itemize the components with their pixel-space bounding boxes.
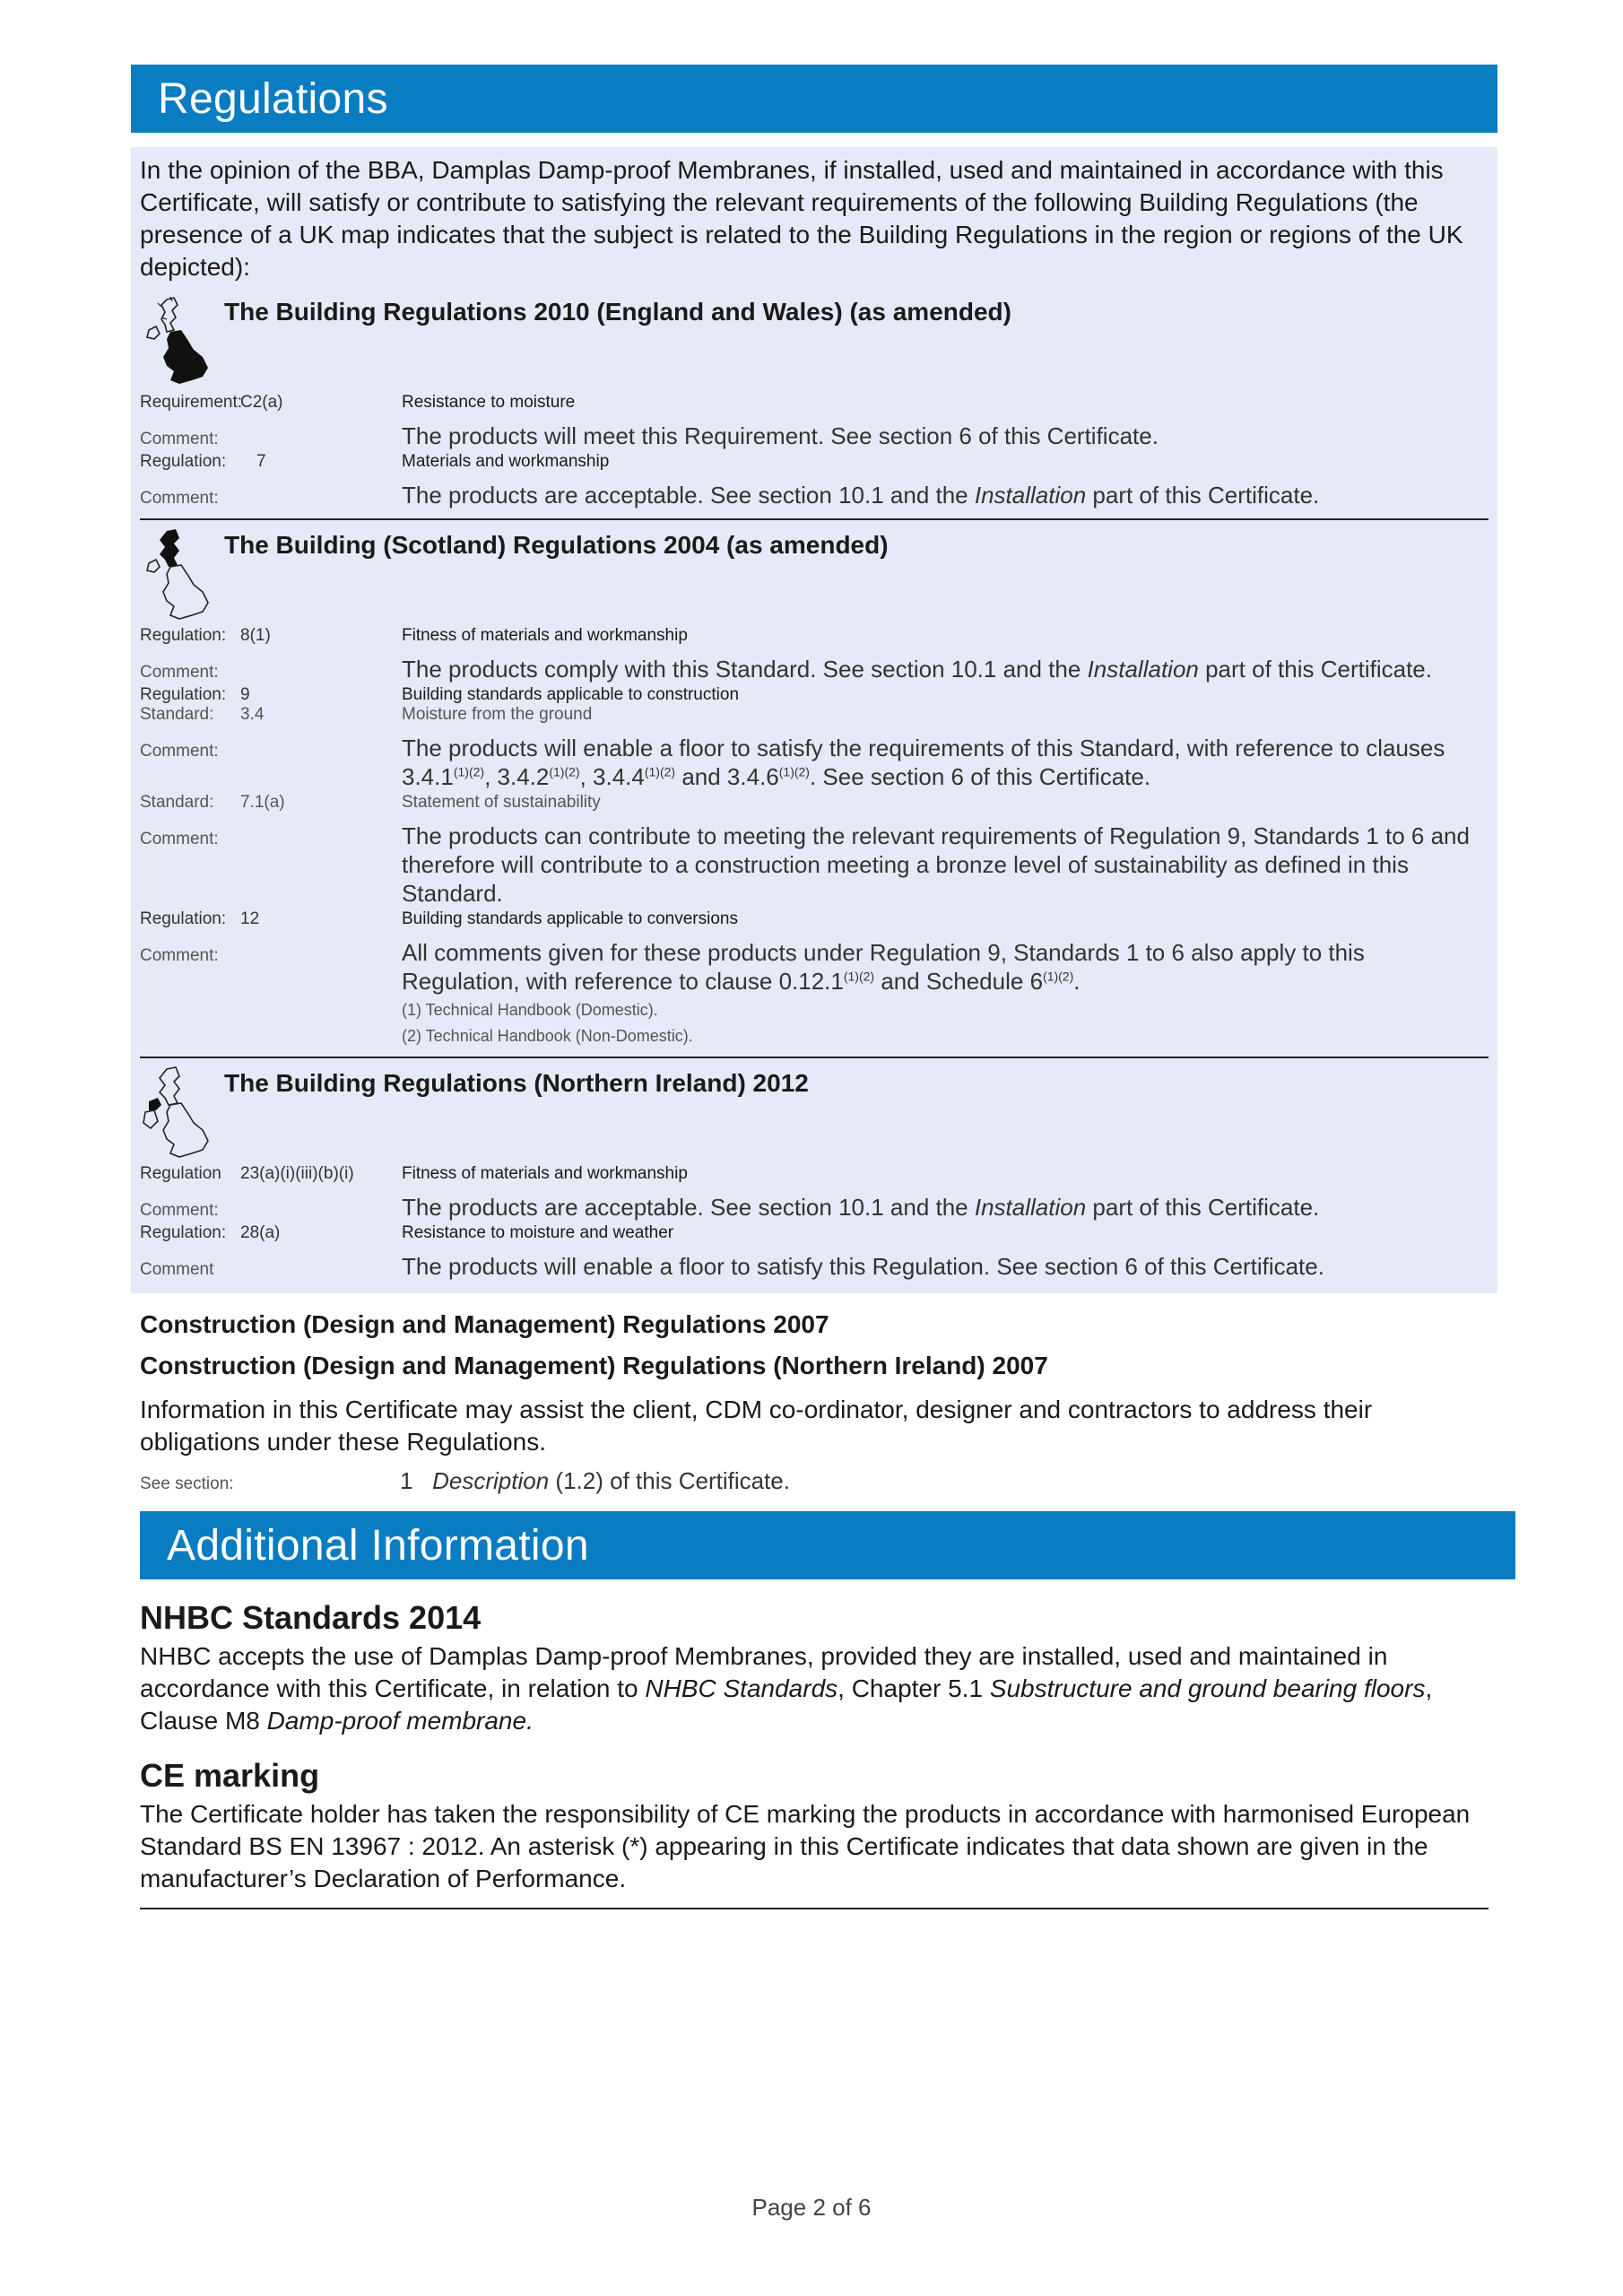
england-wales-title: The Building Regulations 2010 (England and Wales) (as amended) [224, 298, 1011, 326]
row-code: 7 [256, 452, 266, 471]
row-description: Statement of sustainability [402, 793, 601, 812]
regulations-banner: Regulations [131, 65, 1497, 133]
page-content [131, 65, 1497, 1909]
additional-information-banner: Additional Information [140, 1511, 1515, 1579]
row-description: Resistance to moisture [402, 393, 576, 412]
row-label: Comment: [140, 742, 219, 761]
page-number: Page 2 of 6 [751, 2194, 872, 2221]
comment-text: All comments given for these products under Regulation 9, Standards 1 to 6 also apply to this Regulation, with reference to clause $0.12.1^{(1)(2)}$ and Schedule $6^{(1)(2)}$. [402, 939, 1365, 995]
additional-information [131, 1599, 1488, 1909]
northern-ireland-title: The Building Regulations (Northern Ireland) 2012 [224, 1069, 809, 1097]
comment-text: The products are acceptable. See section 10.1 and the Installation part of this Certificate. [402, 482, 1320, 509]
regulations-box [131, 147, 1497, 1293]
comment-row [140, 655, 1488, 683]
row-label: Comment: [140, 1201, 219, 1220]
row-label: Regulation: [140, 909, 227, 928]
comment-row [140, 422, 1488, 450]
nhbc-heading: NHBC Standards 2014 [140, 1599, 482, 1636]
cdm-section [131, 1304, 1497, 1495]
divider [140, 1908, 1488, 1909]
cdm-heading-2: Construction (Design and Management) Regulations (Northern Ireland) 2007 [140, 1352, 1048, 1379]
regulations-intro: In the opinion of the BBA, Damplas Damp-proof Membranes, if installed, used and maintained in accordance with this Certificate, will satisfy or contribute to satisfying the relevant requirements of the following Building Regulations (the presence of a UK map indicates that the subject is related to the Building Regulations in the region or regions of the UK depicted): [140, 156, 1463, 281]
section-england-wales [140, 294, 1488, 520]
row-code: C2(a) [240, 393, 283, 412]
row-code: 7.1(a) [240, 793, 285, 812]
regulation-row [140, 1164, 1488, 1193]
footnote-1: (1) Technical Handbook (Domestic). [402, 1001, 658, 1019]
row-label: Comment: [140, 663, 219, 682]
comment-text: The products are acceptable. See section 10.1 and the Installation part of this Certificate. [402, 1194, 1320, 1221]
cdm-heading-1: Construction (Design and Management) Regulations 2007 [140, 1310, 829, 1338]
ce-marking-heading: CE marking [140, 1757, 320, 1794]
scotland-title: The Building (Scotland) Regulations 2004 (as amended) [224, 531, 889, 559]
row-label: Comment [140, 1260, 214, 1279]
row-label: Standard: [140, 705, 214, 724]
comment-row [140, 1252, 1488, 1281]
row-label: Regulation: [140, 626, 227, 645]
row-code: 3.4 [240, 705, 265, 724]
row-code: 12 [240, 909, 260, 928]
requirement-row [140, 393, 1488, 422]
section-scotland [140, 527, 1488, 1058]
comment-row [140, 481, 1488, 509]
row-label: Comment: [140, 430, 219, 448]
uk-map-england-wales-icon [140, 294, 213, 387]
row-description: Fitness of materials and workmanship [402, 626, 688, 645]
comment-row [140, 734, 1488, 791]
comment-text: The products will enable a floor to satisfy this Regulation. See section 6 of this Certificate. [402, 1253, 1324, 1280]
row-code: 28(a) [240, 1223, 281, 1242]
regulation-row [140, 626, 1488, 655]
row-description: Building standards applicable to conversions [402, 909, 738, 928]
row-code: 23(a)(i)(iii)(b)(i) [240, 1164, 354, 1183]
section-northern-ireland [140, 1065, 1488, 1290]
comment-text: The products comply with this Standard. See section 10.1 and the Installation part of this Certificate. [402, 656, 1432, 683]
row-description: Moisture from the ground [402, 705, 593, 724]
comment-text: The products will meet this Requirement. See section 6 of this Certificate. [402, 422, 1159, 449]
regulation-row [140, 685, 1488, 705]
comment-row [140, 938, 1488, 996]
row-label: Standard: [140, 793, 214, 812]
row-code: 8(1) [240, 626, 271, 645]
row-label: Regulation: [140, 452, 227, 471]
comment-text: The products can contribute to meeting the relevant requirements of Regulation 9, Standards 1 to 6 and therefore will contribute to a construction meeting a bronze level of sustainability as defined in this Standard. [402, 822, 1470, 907]
nhbc-text: NHBC accepts the use of Damplas Damp-proof Membranes, provided they are installed, used and maintained in accordance with this Certificate, in relation to NHBC Standards, Chapter 5.1 Substructure and ground bearing floors, Clause M8 Damp-proof membrane. [140, 1642, 1433, 1735]
ce-marking-text: The Certificate holder has taken the responsibility of CE marking the products in accordance with harmonised European Standard BS EN 13967 : 2012. An asterisk (*) appearing in this Certificate indicates that data shown are given in the manufacturer’s Declaration of Performance. [140, 1800, 1471, 1892]
row-description: Building standards applicable to construction [402, 685, 740, 704]
uk-map-northern-ireland-icon [140, 1065, 213, 1159]
row-description: Fitness of materials and workmanship [402, 1164, 688, 1183]
regulation-row [140, 452, 1488, 481]
see-section-row [140, 1467, 1497, 1495]
row-label: Comment: [140, 830, 219, 848]
row-description: Materials and workmanship [402, 452, 610, 471]
row-label: Regulation: [140, 1223, 227, 1242]
footnote-2: (2) Technical Handbook (Non-Domestic). [402, 1027, 693, 1045]
regulation-row [140, 909, 1488, 938]
uk-map-scotland-icon [140, 527, 213, 621]
row-label: Comment: [140, 946, 219, 965]
row-label: Requirement: [140, 393, 243, 412]
see-section-text: 1 Description (1.2) of this Certificate. [400, 1467, 790, 1494]
row-description: Resistance to moisture and weather [402, 1223, 674, 1242]
comment-text: The products will enable a floor to satisfy the requirements of this Standard, with reference to clauses $3.4.1^{(1)(2)}$, $3.4.2^{(1)(2)}$, $3.4.4^{(1)(2)}$ and $3.4.6^{(1)(2)}$. See section 6 of this Certificate. [402, 735, 1445, 790]
cdm-text: Information in this Certificate may assist the client, CDM co-ordinator, designer and contractors to address their obligations under these Regulations. [140, 1396, 1373, 1456]
standard-row [140, 705, 1488, 734]
comment-row [140, 822, 1488, 908]
see-section-label: See section: [140, 1474, 234, 1493]
comment-row [140, 1193, 1488, 1222]
row-label: Regulation: [140, 685, 227, 704]
row-code: 9 [240, 685, 250, 704]
standard-row [140, 793, 1488, 822]
row-label: Comment: [140, 489, 219, 508]
regulation-row [140, 1223, 1488, 1252]
row-label: Regulation [140, 1164, 221, 1183]
